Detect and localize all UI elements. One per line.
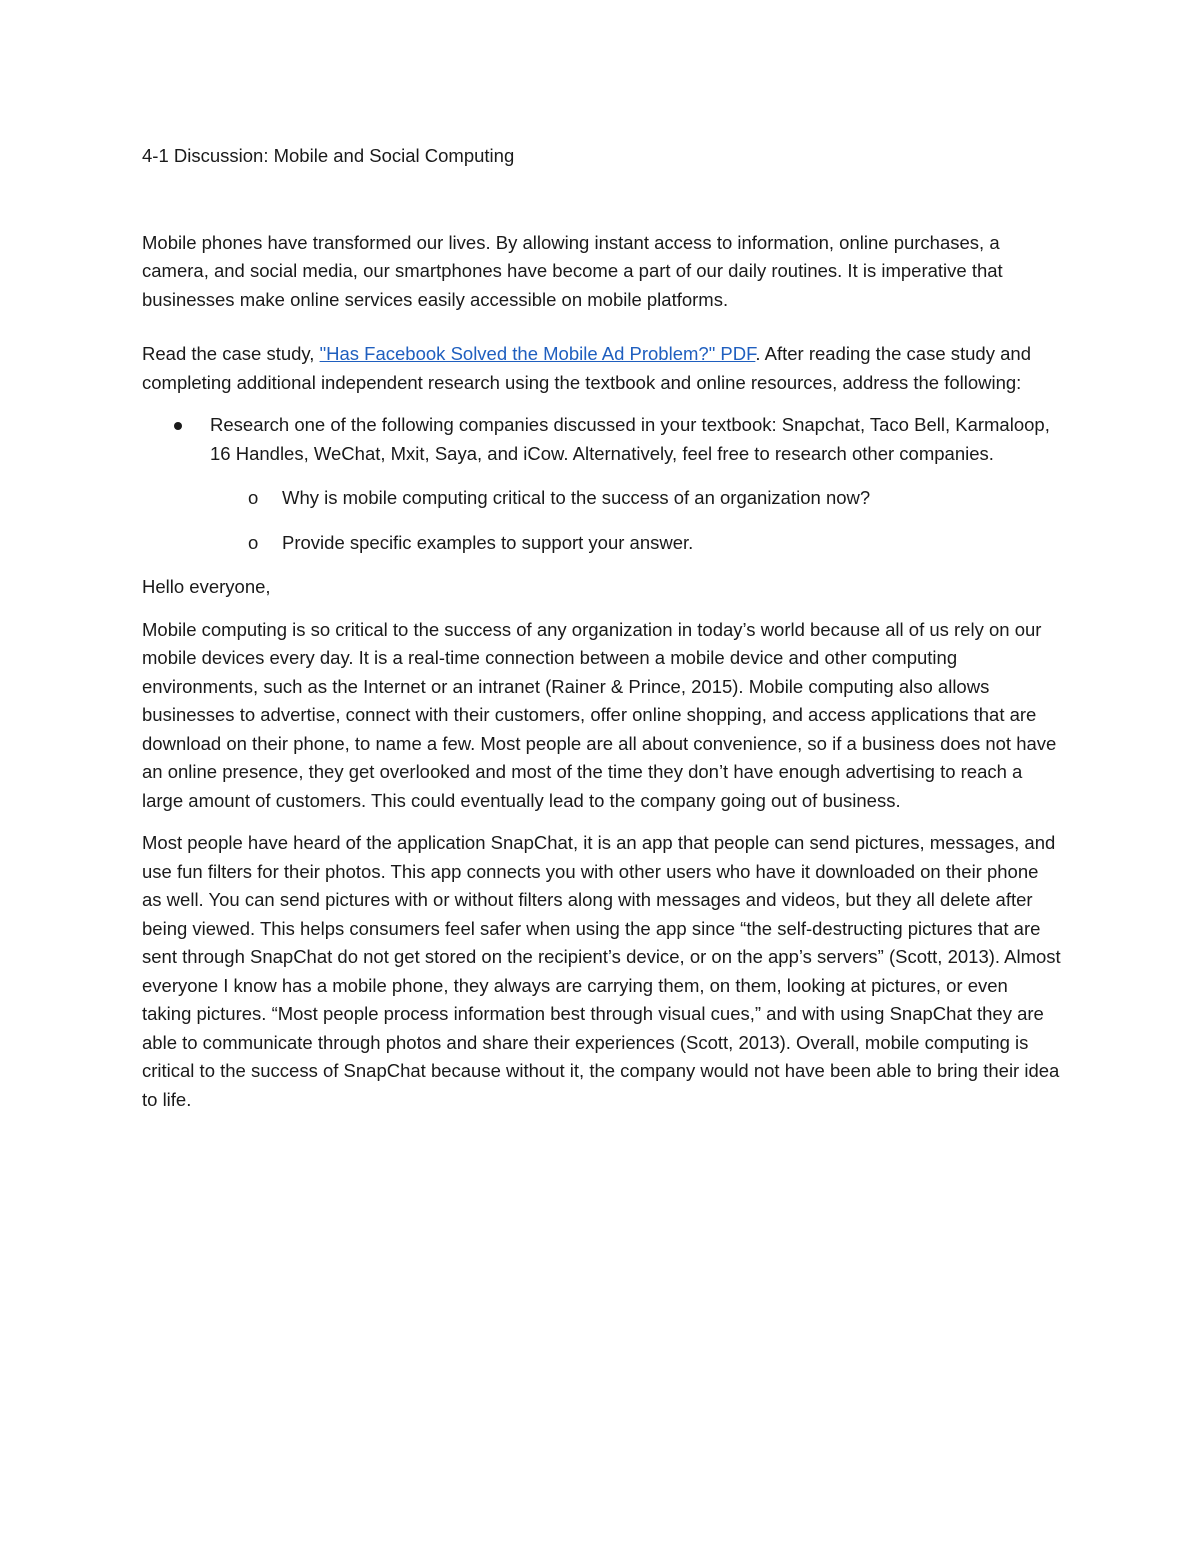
sub-list-item xyxy=(142,529,1062,558)
bullet-item xyxy=(142,411,1062,468)
instructions-paragraph xyxy=(142,340,1062,397)
response-paragraph: Most people have heard of the application SnapChat, it is an app that people can send pictures, messages, and use fun filters for their photos. This app connects you with other users who have it downloaded on their phone as well. You can send pictures with or without filters along with messages and videos, but they all delete after being viewed. This helps consumers feel safer when using the app since “the self-destructing pictures that are sent through SnapChat do not get stored on the recipient’s device, or on the app’s servers” (Scott, 2013). Almost everyone I know has a mobile phone, they always are carrying them, on them, looking at pictures, or even taking pictures. “Most people process information best through visual cues,” and with using SnapChat they are able to communicate through photos and share their experiences (Scott, 2013). Overall, mobile computing is critical to the success of SnapChat because without it, the company would not have been able to bring their idea to life. xyxy=(142,832,1061,1110)
bullet-text: Research one of the following companies discussed in your textbook: Snapchat, Taco Bell, Karmaloop, 16 Handles, WeChat, Mxit, Saya, and iCow. Alternatively, feel free to research other companies. xyxy=(210,414,1050,464)
sub-list-item xyxy=(142,484,1062,513)
page-title: 4-1 Discussion: Mobile and Social Computing xyxy=(142,145,515,166)
sub-bullet-marker: o xyxy=(248,487,259,508)
instructions-prefix: Read the case study, xyxy=(142,343,320,364)
instructions-suffix: . After reading the case study and completing additional independent research using the textbook and online resources, address the following: xyxy=(142,343,1031,393)
case-study-pdf-link[interactable]: "Has Facebook Solved the Mobile Ad Problem?" PDF xyxy=(319,343,756,364)
intro-paragraph: Mobile phones have transformed our lives. By allowing instant access to information, online purchases, a camera, and social media, our smartphones have become a part of our daily routines. It is imperative that businesses make online services easily accessible on mobile platforms. xyxy=(142,231,1003,310)
document-body xyxy=(142,142,1062,1140)
bullet-dot-icon xyxy=(174,422,182,430)
sub-item-text: Why is mobile computing critical to the success of an organization now? xyxy=(282,487,871,508)
greeting: Hello everyone, xyxy=(142,576,271,597)
response-paragraph: Mobile computing is so critical to the success of any organization in today’s world because all of us rely on our mobile devices every day. It is a real-time connection between a mobile device and other computing environments, such as the Internet or an intranet (Rainer & Prince, 2015). Mobile computing also allows businesses to advertise, connect with their customers, offer online shopping, and access applications that are download on their phone, to name a few. Most people are all about convenience, so if a business does not have an online presence, they get overlooked and most of the time they don’t have enough advertising to reach a large amount of customers. This could eventually lead to the company going out of business. xyxy=(142,618,1057,811)
sub-item-text: Provide specific examples to support your answer. xyxy=(282,531,694,553)
sub-bullet-marker: o xyxy=(248,531,259,553)
bullet-list xyxy=(142,411,1062,557)
